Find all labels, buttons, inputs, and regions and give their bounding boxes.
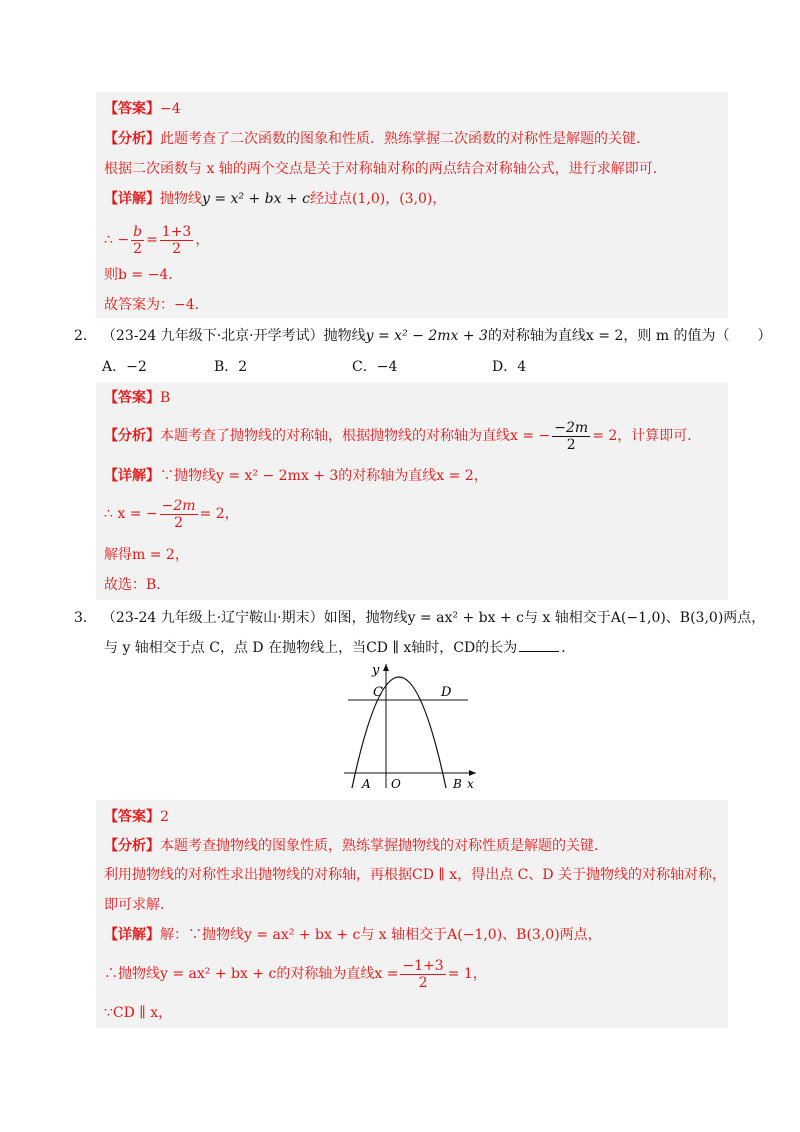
q2-option-b[interactable]: B．2 [214, 359, 248, 375]
q3-analysis-line2: 利用抛物线的对称性求出抛物线的对称轴，再根据CD ∥ x，得出点 C、D 关于抛物线的对称轴对称， [104, 867, 727, 883]
q3-detail-equation: ∴抛物线y = ax² + bx + c的对称轴为直线x = $\frac{-1+3}{2}$ = 1， [104, 957, 487, 991]
q1-detail-equation: y = x² + bx + c [202, 191, 311, 207]
graph-label-x: x [467, 777, 474, 791]
q3-question-line2: 与 y 轴相交于点 C，点 D 在抛物线上，当CD ∥ x轴时，CD的长为 ． [104, 640, 576, 656]
q1-fraction-left: $\frac{b}{2}$ [133, 223, 143, 257]
q1-detail-line [104, 190, 446, 208]
detail-label: 【详解】 [104, 191, 160, 207]
q2-option-c[interactable]: C．−4 [352, 359, 398, 375]
x-axis-arrow [469, 770, 476, 776]
q3-detail-parallel: ∵CD ∥ x， [104, 1005, 173, 1021]
q2-option-d[interactable]: D．4 [492, 359, 527, 375]
q2-equation: y = x² − 2mx + 3 [365, 328, 488, 344]
q3-number: 3． [74, 610, 97, 626]
q1-detail-prefix: 抛物线 [160, 191, 202, 207]
graph-label-o: O [391, 777, 401, 791]
q2-analysis-line: 【分析】本题考查了抛物线的对称轴，根据抛物线的对称轴为直线x = − $\frac{-2m}{2}$ = 2，计算即可． [104, 419, 702, 453]
q3-text: （23-24 九年级上·辽宁鞍山·期末）如图，抛物线y = ax² + bx + c与 x 轴相交于A(−1,0)、B(3,0)两点， [108, 610, 766, 626]
q2-option-a[interactable]: A．−2 [102, 359, 147, 375]
graph-label-c: C [373, 685, 383, 700]
q3-answer-value: 2 [160, 809, 169, 825]
parabola-graph [340, 660, 480, 792]
q1-symmetry-equation: ∴ − $\frac{b}{2}$ = $\frac{1+3}{2}$ ， [104, 223, 210, 257]
q2-solve: 解得m = 2， [104, 547, 189, 563]
q3-analysis-line3: 即可求解． [104, 897, 174, 913]
q1-fraction-right: $\frac{1+3}{2}$ [161, 223, 192, 257]
q2-answer-value: B [160, 390, 171, 406]
q1-analysis-line2: 根据二次函数与 x 轴的两个交点是关于对称轴对称的两点结合对称轴公式，进行求解即可． [104, 161, 667, 177]
q1-answer-line [104, 100, 181, 118]
q2-question [74, 327, 772, 345]
graph-label-d: D [441, 685, 452, 700]
answer-blank[interactable] [519, 651, 559, 652]
graph-label-a: A [362, 777, 371, 791]
q1-detail-suffix: 经过点(1,0)，(3,0)， [310, 191, 447, 207]
graph-label-b: B [453, 777, 462, 791]
q3-analysis-line: 【分析】本题考查抛物线的图象性质，熟练掌握抛物线的对称性质是解题的关键． [104, 838, 608, 854]
parabola-curve [352, 677, 446, 788]
y-axis-arrow [383, 664, 389, 671]
q1-result: 则b = −4． [104, 267, 183, 283]
q3-answer-line: 【答案】2 [104, 809, 169, 825]
q2-number: 2． [74, 328, 97, 344]
q2-solution-box [96, 382, 728, 600]
therefore-symbol: ∴ − [104, 232, 130, 248]
q1-analysis-text: 此题考查了二次函数的图象和性质．熟练掌握二次函数的对称性是解题的关键． [160, 131, 650, 147]
answer-label: 【答案】 [104, 101, 160, 117]
q2-final: 故选：B． [104, 577, 171, 593]
q1-analysis-line [104, 130, 650, 148]
q3-detail-line: 【详解】解：∵抛物线y = ax² + bx + c与 x 轴相交于A(−1,0)、B(3,0)两点， [104, 927, 602, 943]
graph-label-y: y [372, 663, 380, 678]
q3-question-line1 [74, 609, 765, 627]
q2-detail-line: 【详解】∵抛物线y = x² − 2mx + 3的对称轴为直线x = 2， [104, 468, 488, 484]
q2-source: （23-24 九年级下·北京·开学考试）抛物线 [108, 328, 366, 344]
q3-detail-fraction: $\frac{-1+3}{2}$ [402, 957, 444, 991]
q2-detail-fraction: $\frac{-2m}{2}$ [161, 497, 196, 531]
q1-answer-value: −4 [160, 101, 181, 117]
q2-analysis-fraction: $\frac{-2m}{2}$ [554, 419, 589, 453]
q2-text-after: 的对称轴为直线x = 2，则 m 的值为（ ） [487, 328, 772, 344]
q2-detail-equation: ∴ x = − $\frac{-2m}{2}$ = 2， [104, 497, 239, 531]
analysis-label: 【分析】 [104, 131, 160, 147]
q2-answer-line: 【答案】B [104, 390, 171, 406]
q1-final: 故答案为：−4． [104, 297, 209, 313]
